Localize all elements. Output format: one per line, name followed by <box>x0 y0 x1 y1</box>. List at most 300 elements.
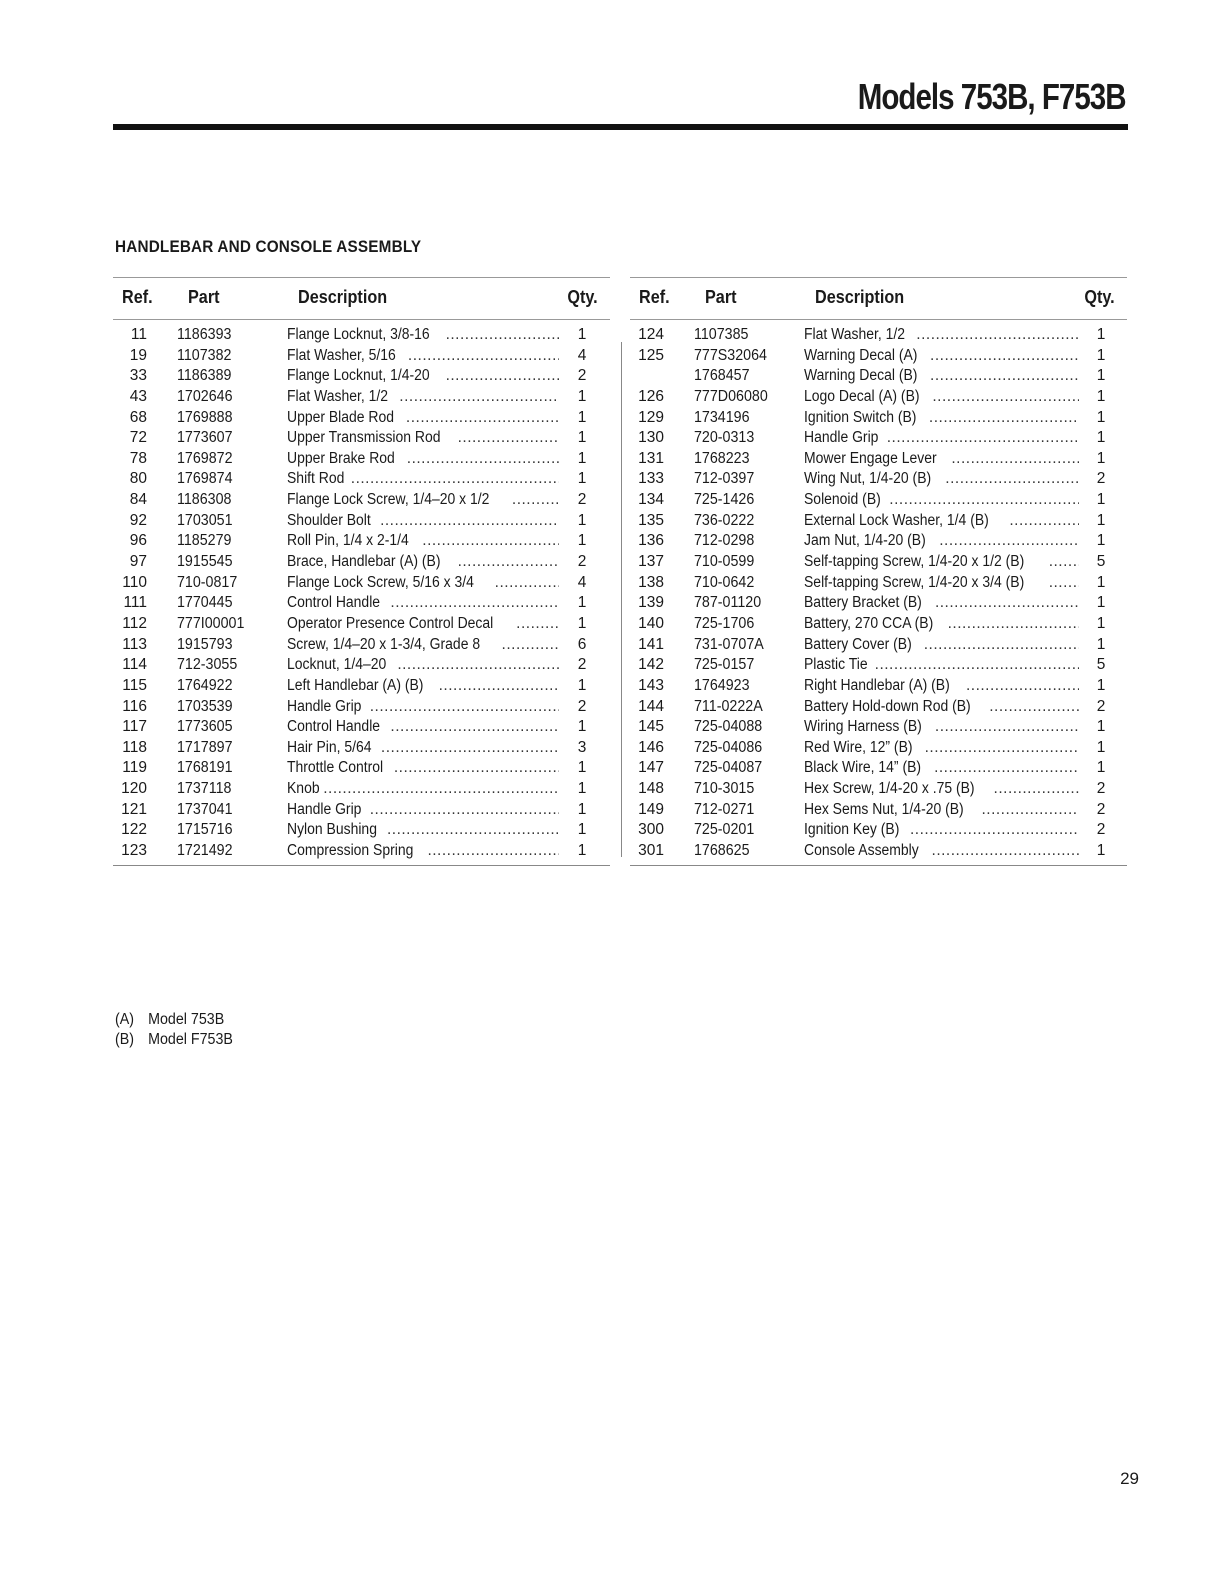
table-row <box>630 428 1127 449</box>
dot-leader <box>458 552 559 572</box>
row-ref: 146 <box>638 738 664 756</box>
row-ref: 111 <box>123 594 147 612</box>
row-description: Operator Presence Control Decal <box>287 614 494 632</box>
row-description-cell <box>287 428 559 448</box>
row-part-number: 1769874 <box>177 470 233 488</box>
row-description-cell <box>287 717 559 737</box>
row-description-cell <box>804 841 1079 861</box>
row-qty: 1 <box>1096 573 1106 591</box>
row-ref: 140 <box>638 614 664 632</box>
row-part-number: 725-1426 <box>694 491 755 509</box>
table-row <box>630 469 1127 490</box>
row-description-cell <box>287 758 559 778</box>
row-part-number: 712-0271 <box>694 800 755 818</box>
row-description: Warning Decal (B) <box>804 367 918 385</box>
table-row <box>630 758 1127 779</box>
row-ref: 84 <box>129 491 147 509</box>
row-description-cell <box>287 408 559 428</box>
parts-table-right <box>630 277 1127 866</box>
dot-leader <box>966 676 1079 696</box>
table-row <box>113 635 610 656</box>
col-part-header: Part <box>188 287 220 307</box>
dot-leader <box>935 717 1079 737</box>
row-description: Warning Decal (A) <box>804 346 918 364</box>
table-row <box>113 366 610 387</box>
dot-leader <box>370 697 559 717</box>
row-qty: 2 <box>577 491 587 509</box>
row-qty: 2 <box>1096 697 1106 715</box>
dot-leader <box>932 841 1079 861</box>
row-qty: 1 <box>1096 511 1106 529</box>
row-part-number: 1768625 <box>694 842 750 860</box>
row-description-cell <box>287 469 559 489</box>
dot-leader <box>390 593 559 613</box>
row-part-number: 1734196 <box>694 408 750 426</box>
row-part-number: 1185279 <box>177 532 232 550</box>
table-row <box>113 841 610 862</box>
dot-leader <box>875 655 1079 675</box>
table-row <box>113 738 610 759</box>
row-description: Roll Pin, 1/4 x 2-1/4 <box>287 532 409 550</box>
dot-leader <box>458 428 559 448</box>
row-ref: 115 <box>122 676 147 694</box>
row-ref: 114 <box>122 656 147 674</box>
dot-leader <box>406 408 559 428</box>
row-ref: 96 <box>129 532 147 550</box>
footnote-key: (B) <box>115 1031 135 1048</box>
table-row <box>113 758 610 779</box>
table-row <box>630 800 1127 821</box>
row-part-number: 725-0157 <box>694 656 755 674</box>
row-part-number: 712-0397 <box>694 470 755 488</box>
row-qty: 1 <box>577 387 587 405</box>
dot-leader <box>1009 511 1079 531</box>
table-row <box>113 676 610 697</box>
table-row <box>630 490 1127 511</box>
row-description-cell <box>287 449 559 469</box>
row-description-cell <box>804 738 1079 758</box>
row-qty: 1 <box>577 470 587 488</box>
row-ref: 118 <box>122 738 147 756</box>
row-description-cell <box>804 800 1079 820</box>
row-part-number: 712-0298 <box>694 532 755 550</box>
row-part-number: 1768191 <box>177 759 233 777</box>
row-description-cell <box>804 614 1079 634</box>
row-part-number: 1773605 <box>177 718 233 736</box>
row-description: Flat Washer, 1/2 <box>287 387 389 405</box>
row-qty: 1 <box>1096 326 1106 343</box>
header-rule <box>113 124 1128 130</box>
row-part-number: 720-0313 <box>694 429 755 447</box>
row-description-cell <box>287 387 559 407</box>
row-ref: 97 <box>129 553 147 571</box>
row-qty: 1 <box>1096 491 1106 509</box>
col-qty-header: Qty. <box>1084 287 1115 307</box>
row-part-number: 725-1706 <box>694 614 755 632</box>
row-ref: 43 <box>129 387 147 405</box>
row-ref: 300 <box>638 821 664 839</box>
row-description: Control Handle <box>287 718 381 736</box>
row-description-cell <box>804 635 1079 655</box>
table-row <box>630 614 1127 635</box>
row-description: Hex Sems Nut, 1/4-20 (B) <box>804 800 964 818</box>
table-row <box>630 346 1127 367</box>
row-ref: 92 <box>129 511 147 529</box>
row-ref: 126 <box>638 387 664 405</box>
row-qty: 1 <box>577 759 587 777</box>
footnote <box>115 1010 233 1030</box>
dot-leader <box>945 469 1079 489</box>
table-row <box>630 655 1127 676</box>
row-description: Knob <box>287 780 320 798</box>
row-description: Battery Bracket (B) <box>804 594 922 612</box>
dot-leader <box>925 738 1079 758</box>
row-part-number: 777I00001 <box>177 614 245 632</box>
dot-leader <box>994 779 1079 799</box>
row-description-cell <box>804 469 1079 489</box>
row-description-cell <box>804 449 1079 469</box>
table-row <box>113 573 610 594</box>
row-part-number: 1715716 <box>177 821 233 839</box>
table-row <box>630 717 1127 738</box>
footnote-text: Model 753B <box>148 1011 225 1028</box>
row-ref: 80 <box>129 470 147 488</box>
row-qty: 1 <box>577 429 587 447</box>
row-qty: 1 <box>577 821 587 839</box>
page-number: 29 <box>1120 1469 1139 1488</box>
dot-leader <box>380 511 559 531</box>
row-ref: 11 <box>130 326 147 343</box>
row-description: Handle Grip <box>287 800 362 818</box>
table-row <box>630 820 1127 841</box>
section-title: HANDLEBAR AND CONSOLE ASSEMBLY <box>115 237 422 256</box>
row-description: Battery Hold-down Rod (B) <box>804 697 971 715</box>
dot-leader <box>381 738 559 758</box>
table-row <box>630 697 1127 718</box>
row-part-number: 1186308 <box>177 491 232 509</box>
row-part-number: 725-0201 <box>694 821 755 839</box>
row-ref: 125 <box>638 346 664 364</box>
row-part-number: 1107382 <box>177 346 232 364</box>
row-description: Flange Locknut, 3/8-16 <box>287 326 430 343</box>
row-qty: 1 <box>1096 718 1106 736</box>
row-description-cell <box>287 490 559 510</box>
row-description: Battery, 270 CCA (B) <box>804 614 934 632</box>
row-qty: 2 <box>577 656 587 674</box>
row-description: Brace, Handlebar (A) (B) <box>287 553 441 571</box>
dot-leader <box>394 758 559 778</box>
row-qty: 1 <box>1096 635 1106 653</box>
row-description: Ignition Key (B) <box>804 821 900 839</box>
row-qty: 1 <box>577 718 587 736</box>
row-description: Handle Grip <box>287 697 362 715</box>
row-ref: 68 <box>129 408 147 426</box>
row-ref: 142 <box>638 656 664 674</box>
row-description-cell <box>287 614 559 634</box>
row-description-cell <box>804 346 1079 366</box>
row-part-number: 725-04088 <box>694 718 763 736</box>
row-description: Flat Washer, 5/16 <box>287 346 396 364</box>
row-qty: 1 <box>577 780 587 798</box>
row-description: Throttle Control <box>287 759 384 777</box>
dot-leader <box>929 408 1079 428</box>
row-qty: 2 <box>577 553 587 571</box>
row-description: Flange Locknut, 1/4-20 <box>287 367 430 385</box>
row-description-cell <box>804 428 1079 448</box>
dot-leader <box>1049 552 1079 572</box>
table-row <box>630 779 1127 800</box>
row-description: Wing Nut, 1/4-20 (B) <box>804 470 932 488</box>
row-description-cell <box>804 387 1079 407</box>
row-description: Flange Lock Screw, 1/4–20 x 1/2 <box>287 491 490 509</box>
row-description: Black Wire, 14” (B) <box>804 759 922 777</box>
row-qty: 3 <box>577 738 587 756</box>
row-ref: 147 <box>638 759 664 777</box>
row-qty: 1 <box>1096 738 1106 756</box>
col-ref-header: Ref. <box>639 287 670 307</box>
col-description-header: Description <box>298 287 388 307</box>
table-bottom-rule <box>113 865 610 866</box>
table-row <box>630 325 1127 346</box>
row-description: Mower Engage Lever <box>804 449 937 467</box>
row-ref: 119 <box>122 759 147 777</box>
row-qty: 1 <box>1096 842 1106 860</box>
row-description: Jam Nut, 1/4-20 (B) <box>804 532 926 550</box>
row-ref: 135 <box>638 511 664 529</box>
dot-leader <box>989 697 1079 717</box>
row-qty: 4 <box>577 346 587 364</box>
row-description: External Lock Washer, 1/4 (B) <box>804 511 989 529</box>
dot-leader <box>889 490 1079 510</box>
parts-table-left <box>113 277 610 866</box>
row-qty: 1 <box>1096 532 1106 550</box>
table-row <box>630 408 1127 429</box>
row-description-cell <box>287 738 559 758</box>
row-qty: 6 <box>577 635 587 653</box>
row-part-number: 777D06080 <box>694 387 768 405</box>
row-ref: 33 <box>129 367 147 385</box>
row-ref: 19 <box>129 346 147 364</box>
table-row <box>630 552 1127 573</box>
dot-leader <box>422 531 559 551</box>
row-part-number: 1769872 <box>177 449 233 467</box>
footnote <box>115 1030 233 1050</box>
table-row <box>630 531 1127 552</box>
row-description-cell <box>804 697 1079 717</box>
row-ref: 131 <box>638 449 664 467</box>
row-part-number: 1770445 <box>177 594 233 612</box>
table-row <box>113 325 610 346</box>
dot-leader <box>427 841 559 861</box>
table-header <box>113 278 610 319</box>
col-ref-header: Ref. <box>122 287 153 307</box>
row-description: Wiring Harness (B) <box>804 718 922 736</box>
row-part-number: 1768223 <box>694 449 750 467</box>
row-description-cell <box>287 841 559 861</box>
row-description: Plastic Tie <box>804 656 868 674</box>
row-description-cell <box>804 758 1079 778</box>
dot-leader <box>916 325 1079 345</box>
row-ref: 137 <box>638 553 664 571</box>
row-part-number: 710-3015 <box>694 780 755 798</box>
row-description-cell <box>287 346 559 366</box>
table-row <box>113 552 610 573</box>
row-description-cell <box>287 676 559 696</box>
table-header <box>630 278 1127 319</box>
row-part-number: 1703539 <box>177 697 233 715</box>
row-description: Hex Screw, 1/4-20 x .75 (B) <box>804 780 975 798</box>
row-description-cell <box>287 820 559 840</box>
table-row <box>113 469 610 490</box>
row-ref: 112 <box>122 614 147 632</box>
row-part-number: 1721492 <box>177 842 233 860</box>
table-row <box>630 511 1127 532</box>
table-row <box>630 635 1127 656</box>
row-description-cell <box>804 676 1079 696</box>
row-ref: 113 <box>122 635 147 653</box>
dot-leader <box>446 366 559 386</box>
row-part-number: 777S32064 <box>694 346 767 364</box>
table-row <box>630 841 1127 862</box>
row-description-cell <box>287 325 559 345</box>
table-row <box>113 820 610 841</box>
row-description: Shift Rod <box>287 470 345 488</box>
dot-leader <box>932 387 1079 407</box>
table-row <box>630 366 1127 387</box>
row-description: Console Assembly <box>804 842 919 860</box>
dot-leader <box>399 387 559 407</box>
row-description-cell <box>287 552 559 572</box>
row-part-number: 1737118 <box>177 780 232 798</box>
row-ref: 143 <box>638 676 664 694</box>
dot-leader <box>910 820 1079 840</box>
row-description: Locknut, 1/4–20 <box>287 656 387 674</box>
row-part-number: 1186389 <box>177 367 232 385</box>
row-ref: 120 <box>121 780 147 798</box>
row-qty: 5 <box>1096 553 1106 571</box>
row-qty: 1 <box>577 532 587 550</box>
row-description: Upper Blade Rod <box>287 408 395 426</box>
row-description-cell <box>804 408 1079 428</box>
table-body <box>630 320 1127 865</box>
dot-leader <box>981 800 1079 820</box>
row-ref: 136 <box>638 532 664 550</box>
row-qty: 1 <box>1096 614 1106 632</box>
footnotes <box>115 1010 243 1050</box>
dot-leader <box>924 635 1079 655</box>
row-description-cell <box>287 531 559 551</box>
row-ref: 134 <box>638 491 664 509</box>
table-row <box>113 408 610 429</box>
row-description: Upper Brake Rod <box>287 449 395 467</box>
row-qty: 2 <box>1096 800 1106 818</box>
dot-leader <box>390 717 559 737</box>
table-row <box>113 346 610 367</box>
page-title: Models 753B, F753B <box>858 76 1126 117</box>
dot-leader <box>951 449 1079 469</box>
row-part-number: 1764922 <box>177 676 233 694</box>
row-description-cell <box>287 593 559 613</box>
footnote-key: (A) <box>115 1011 135 1028</box>
dot-leader <box>408 346 559 366</box>
row-description: Shoulder Bolt <box>287 511 371 529</box>
footnote-text: Model F753B <box>148 1031 233 1048</box>
row-description: Self-tapping Screw, 1/4-20 x 1/2 (B) <box>804 553 1025 571</box>
row-description: Flange Lock Screw, 5/16 x 3/4 <box>287 573 474 591</box>
row-qty: 1 <box>577 408 587 426</box>
row-description: Ignition Switch (B) <box>804 408 917 426</box>
row-part-number: 712-3055 <box>177 656 238 674</box>
row-part-number: 787-01120 <box>694 594 762 612</box>
row-ref: 144 <box>638 697 664 715</box>
row-qty: 1 <box>577 511 587 529</box>
dot-leader <box>323 779 559 799</box>
row-description: Nylon Bushing <box>287 821 377 839</box>
row-part-number: 1186393 <box>177 326 232 343</box>
table-row <box>630 387 1127 408</box>
row-description-cell <box>804 573 1079 593</box>
row-description-cell <box>804 366 1079 386</box>
row-description-cell <box>287 366 559 386</box>
row-description: Red Wire, 12” (B) <box>804 738 913 756</box>
table-row <box>113 655 610 676</box>
row-qty: 5 <box>1096 656 1106 674</box>
row-description-cell <box>804 531 1079 551</box>
row-description-cell <box>804 655 1079 675</box>
row-part-number: 736-0222 <box>694 511 755 529</box>
table-row <box>113 779 610 800</box>
row-ref: 145 <box>638 718 664 736</box>
table-row <box>113 449 610 470</box>
row-description-cell <box>804 552 1079 572</box>
table-row <box>113 387 610 408</box>
dot-leader <box>446 325 559 345</box>
row-description: Right Handlebar (A) (B) <box>804 676 950 694</box>
row-ref: 121 <box>121 800 147 818</box>
row-description-cell <box>804 511 1079 531</box>
row-part-number: 1773607 <box>177 429 233 447</box>
row-ref: 123 <box>121 842 147 860</box>
row-part-number: 1915793 <box>177 635 233 653</box>
row-qty: 1 <box>577 676 587 694</box>
dot-leader <box>516 614 559 634</box>
table-row <box>113 428 610 449</box>
dot-leader <box>930 366 1079 386</box>
row-description: Handle Grip <box>804 429 879 447</box>
row-qty: 1 <box>1096 346 1106 364</box>
row-qty: 2 <box>577 367 587 385</box>
table-row <box>113 697 610 718</box>
row-ref: 72 <box>129 429 147 447</box>
row-description-cell <box>287 779 559 799</box>
col-part-header: Part <box>705 287 737 307</box>
row-description-cell <box>804 593 1079 613</box>
row-description-cell <box>804 717 1079 737</box>
row-description-cell <box>287 800 559 820</box>
table-body <box>113 320 610 865</box>
dot-leader <box>387 820 559 840</box>
row-qty: 4 <box>577 573 587 591</box>
row-part-number: 1768457 <box>694 367 750 385</box>
row-description-cell <box>287 655 559 675</box>
row-description-cell <box>287 511 559 531</box>
row-qty: 1 <box>577 326 587 343</box>
row-qty: 1 <box>1096 594 1106 612</box>
row-part-number: 1764923 <box>694 676 750 694</box>
row-description: Left Handlebar (A) (B) <box>287 676 424 694</box>
row-description: Screw, 1/4–20 x 1-3/4, Grade 8 <box>287 635 481 653</box>
dot-leader <box>930 346 1079 366</box>
